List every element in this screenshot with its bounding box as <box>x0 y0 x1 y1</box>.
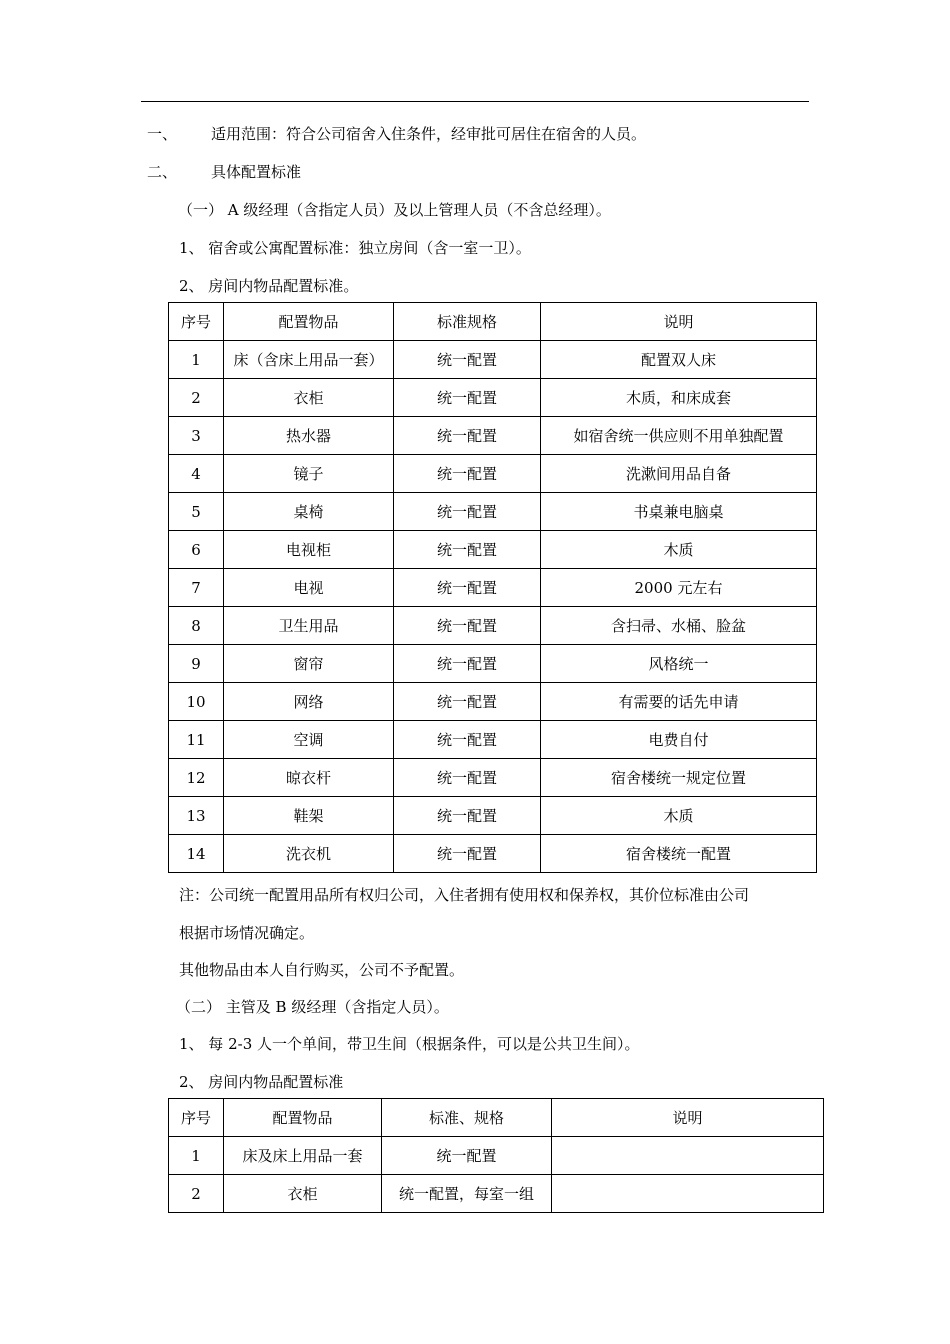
table-cell: 配置双人床 <box>541 341 817 379</box>
table-cell: 床（含床上用品一套） <box>224 341 394 379</box>
table-row <box>169 569 817 607</box>
table-cell: 统一配置 <box>394 379 541 417</box>
table-cell: 洗衣机 <box>224 835 394 873</box>
table-cell: 统一配置 <box>394 721 541 759</box>
table-row <box>169 1137 824 1175</box>
table-header-row <box>169 1099 824 1137</box>
table-cell: 统一配置 <box>394 759 541 797</box>
table-row <box>169 1175 824 1213</box>
subsection-2-item-1: 1、 每 2-3 人一个单间，带卫生间（根据条件，可以是公共卫生间）。 <box>179 1035 640 1053</box>
header-rule <box>141 101 809 102</box>
table-cell: 衣柜 <box>224 1175 382 1213</box>
table-cell: 空调 <box>224 721 394 759</box>
config-table-b <box>168 1098 824 1213</box>
table-cell: 统一配置 <box>394 455 541 493</box>
table-cell: 风格统一 <box>541 645 817 683</box>
table-header-cell: 序号 <box>169 1099 224 1137</box>
table-cell: 12 <box>169 759 224 797</box>
table-cell: 木质 <box>541 531 817 569</box>
table-cell: 木质 <box>541 797 817 835</box>
table-row <box>169 797 817 835</box>
table-cell: 电视 <box>224 569 394 607</box>
table-cell: 宿舍楼统一规定位置 <box>541 759 817 797</box>
table-cell: 晾衣杆 <box>224 759 394 797</box>
table-row <box>169 531 817 569</box>
table-cell: 统一配置 <box>394 341 541 379</box>
table-cell: 1 <box>169 341 224 379</box>
table-cell: 统一配置 <box>394 493 541 531</box>
table-cell: 网络 <box>224 683 394 721</box>
table-cell: 统一配置 <box>394 683 541 721</box>
table-header-cell: 标准规格 <box>394 303 541 341</box>
table-cell: 10 <box>169 683 224 721</box>
table-header-cell: 说明 <box>541 303 817 341</box>
table-cell: 14 <box>169 835 224 873</box>
table-cell: 统一配置 <box>394 797 541 835</box>
table-header-cell: 序号 <box>169 303 224 341</box>
table-cell: 4 <box>169 455 224 493</box>
table-cell: 镜子 <box>224 455 394 493</box>
table-cell: 5 <box>169 493 224 531</box>
table-cell: 统一配置 <box>394 645 541 683</box>
table-row <box>169 835 817 873</box>
table-cell: 统一配置 <box>394 569 541 607</box>
table-cell: 桌椅 <box>224 493 394 531</box>
table-header-cell: 标准、规格 <box>382 1099 552 1137</box>
table-row <box>169 493 817 531</box>
section-1-number: 一、 <box>147 125 178 143</box>
table-row <box>169 645 817 683</box>
note-line-1: 注：公司统一配置用品所有权归公司，入住者拥有使用权和保养权，其价位标准由公司 <box>179 886 750 904</box>
subsection-1-heading: （一） A 级经理（含指定人员）及以上管理人员（不含总经理）。 <box>178 201 611 219</box>
table-cell <box>552 1137 824 1175</box>
table-cell: 11 <box>169 721 224 759</box>
table-cell: 电视柜 <box>224 531 394 569</box>
table-row <box>169 759 817 797</box>
section-2-number: 二、 <box>147 163 178 181</box>
table-header-cell: 配置物品 <box>224 1099 382 1137</box>
table-cell: 电费自付 <box>541 721 817 759</box>
table-cell: 衣柜 <box>224 379 394 417</box>
table-cell: 鞋架 <box>224 797 394 835</box>
table-cell: 热水器 <box>224 417 394 455</box>
table-cell: 2 <box>169 379 224 417</box>
subsection-2-heading: （二） 主管及 B 级经理（含指定人员）。 <box>176 998 449 1016</box>
table-cell: 统一配置 <box>394 835 541 873</box>
table-row <box>169 379 817 417</box>
table-header-cell: 配置物品 <box>224 303 394 341</box>
note-line-2: 根据市场情况确定。 <box>179 924 315 942</box>
table-cell: 木质，和床成套 <box>541 379 817 417</box>
table-cell: 7 <box>169 569 224 607</box>
section-2-text: 具体配置标准 <box>211 163 302 181</box>
table-cell: 2000 元左右 <box>541 569 817 607</box>
table-cell: 2 <box>169 1175 224 1213</box>
table-cell <box>552 1175 824 1213</box>
subsection-2-item-2: 2、 房间内物品配置标准 <box>179 1073 344 1091</box>
table-cell: 床及床上用品一套 <box>224 1137 382 1175</box>
table-cell: 统一配置 <box>382 1137 552 1175</box>
table-cell: 含扫帚、水桶、脸盆 <box>541 607 817 645</box>
table-cell: 卫生用品 <box>224 607 394 645</box>
note-line-3: 其他物品由本人自行购买，公司不予配置。 <box>179 961 465 979</box>
table-cell: 窗帘 <box>224 645 394 683</box>
table-cell: 9 <box>169 645 224 683</box>
table-row <box>169 607 817 645</box>
table-cell: 书桌兼电脑桌 <box>541 493 817 531</box>
table-cell: 统一配置 <box>394 607 541 645</box>
table-cell: 如宿舍统一供应则不用单独配置 <box>541 417 817 455</box>
table-header-row <box>169 303 817 341</box>
table-cell: 统一配置 <box>394 417 541 455</box>
subsection-1-item-1: 1、 宿舍或公寓配置标准：独立房间（含一室一卫）。 <box>179 239 531 257</box>
table-cell: 6 <box>169 531 224 569</box>
table-cell: 8 <box>169 607 224 645</box>
table-header-cell: 说明 <box>552 1099 824 1137</box>
table-cell: 洗漱间用品自备 <box>541 455 817 493</box>
config-table-a-body <box>169 303 817 873</box>
table-cell: 13 <box>169 797 224 835</box>
config-table-b-body <box>169 1099 824 1213</box>
section-1-text: 适用范围：符合公司宿舍入住条件，经审批可居住在宿舍的人员。 <box>211 125 647 143</box>
config-table-a <box>168 302 817 873</box>
table-cell: 宿舍楼统一配置 <box>541 835 817 873</box>
table-row <box>169 455 817 493</box>
table-row <box>169 417 817 455</box>
table-cell: 统一配置，每室一组 <box>382 1175 552 1213</box>
table-row <box>169 721 817 759</box>
table-cell: 1 <box>169 1137 224 1175</box>
table-cell: 统一配置 <box>394 531 541 569</box>
subsection-1-item-2: 2、 房间内物品配置标准。 <box>179 277 359 295</box>
table-cell: 3 <box>169 417 224 455</box>
table-row <box>169 683 817 721</box>
table-cell: 有需要的话先申请 <box>541 683 817 721</box>
table-row <box>169 341 817 379</box>
